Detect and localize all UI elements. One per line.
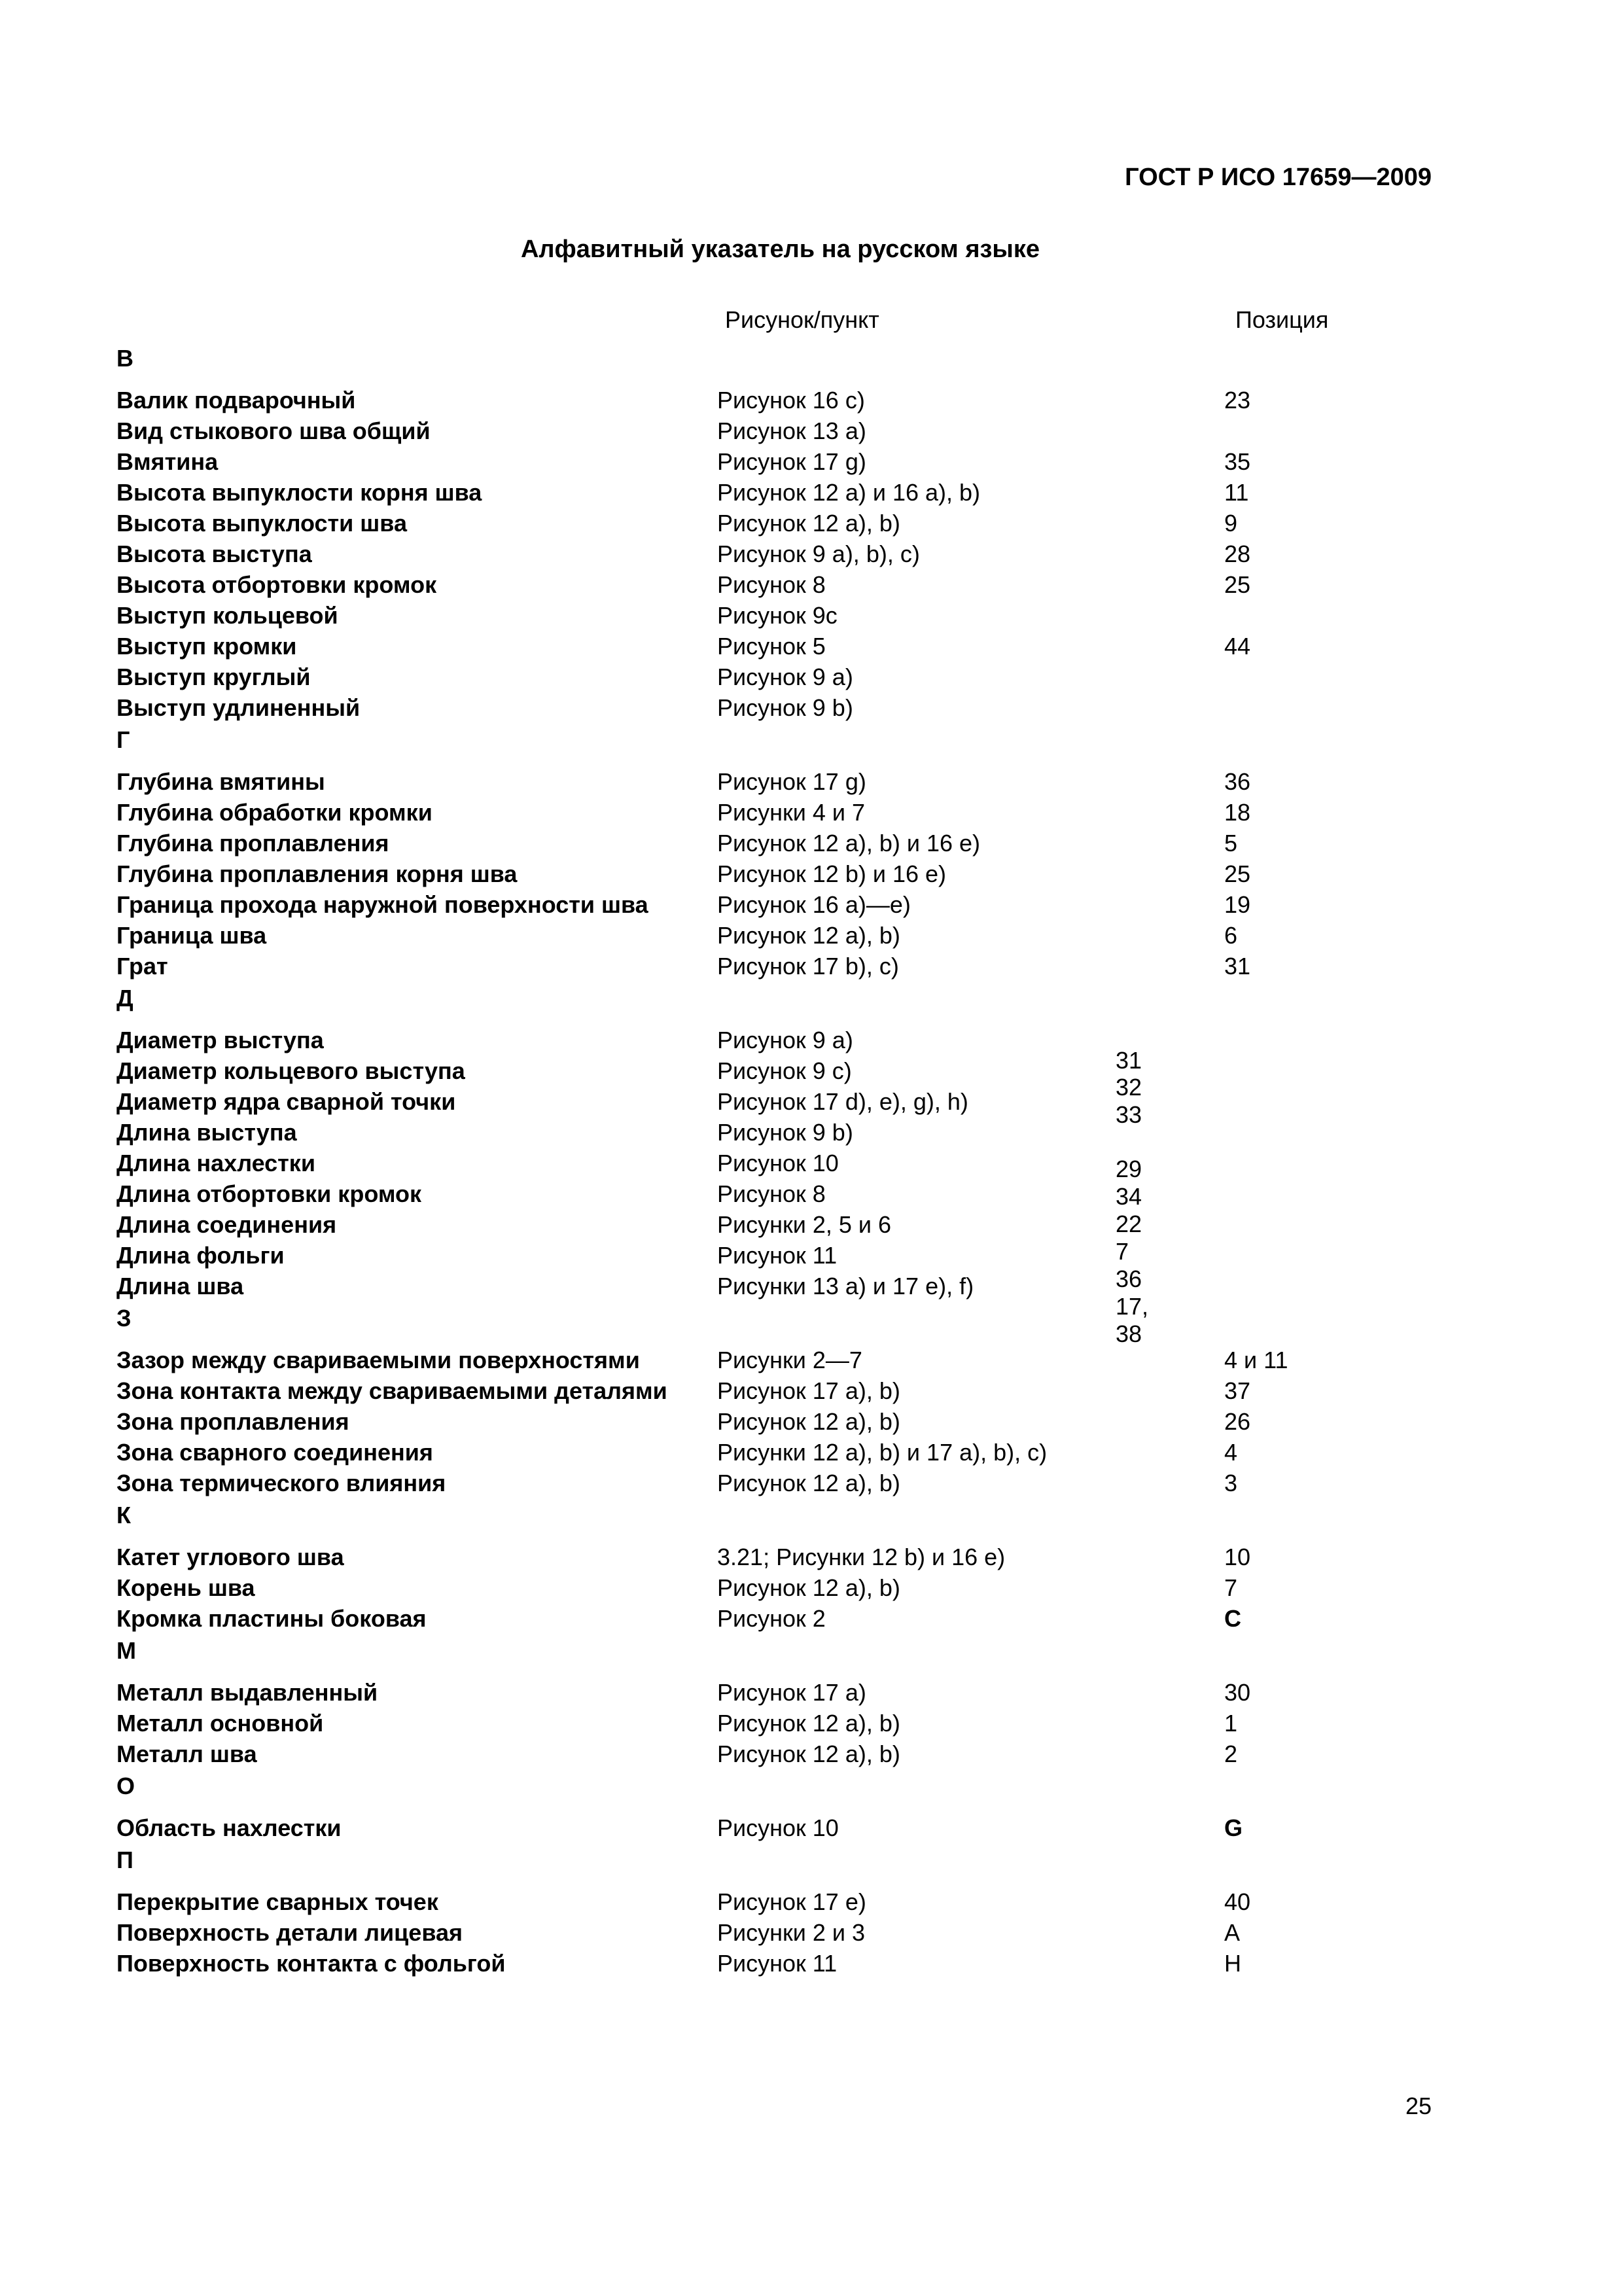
figure-ref: Рисунок 16 c) xyxy=(717,387,865,414)
figure-ref: Рисунок 13 a) xyxy=(717,417,866,444)
figure-ref: Рисунок 9 a) xyxy=(717,663,853,690)
index-row xyxy=(116,662,1360,692)
index-row xyxy=(116,385,1360,415)
index-term: Граница прохода наружной поверхности шва xyxy=(116,891,648,918)
figure-ref: Рисунки 13 a) и 17 e), f) xyxy=(717,1273,974,1299)
figure-ref: Рисунки 2, 5 и 6 xyxy=(717,1211,892,1238)
position-ref: 1 xyxy=(1224,1710,1238,1737)
position-ref: 2 xyxy=(1224,1740,1238,1767)
position-ref: 44 xyxy=(1224,633,1251,660)
position-ref: 30 xyxy=(1224,1679,1251,1706)
index-row xyxy=(116,766,1360,797)
index-term: Поверхность контакта с фольгой xyxy=(116,1950,506,1977)
index-row xyxy=(116,1572,1360,1603)
section-letter: Г xyxy=(116,726,130,753)
column-header-position: Позиция xyxy=(1235,306,1329,333)
position-ref: 25 xyxy=(1224,571,1251,598)
position-ref: 31 xyxy=(1116,1047,1142,1074)
figure-ref: Рисунок 17 d), e), g), h) xyxy=(717,1088,968,1115)
index-section xyxy=(116,1502,1360,1634)
index-row xyxy=(116,1917,1360,1948)
index-term: Валик подварочный xyxy=(116,387,356,414)
index-row xyxy=(116,1468,1360,1498)
figure-ref: Рисунок 12 a), b) xyxy=(717,1408,900,1435)
index-row xyxy=(116,1708,1360,1739)
position-ref: C xyxy=(1224,1605,1241,1632)
index-row xyxy=(116,1117,1360,1148)
index-term: Область нахлестки xyxy=(116,1814,342,1841)
index-term: Вмятина xyxy=(116,448,219,475)
position-ref: 7 xyxy=(1116,1238,1129,1265)
position-ref: 40 xyxy=(1224,1888,1251,1915)
figure-ref: Рисунок 17 e) xyxy=(717,1888,866,1915)
section-letter: К xyxy=(116,1502,131,1528)
index-row xyxy=(116,1948,1360,1979)
index-term: Длина нахлестки xyxy=(116,1150,315,1176)
index-term: Длина соединения xyxy=(116,1211,337,1238)
figure-ref: Рисунки 12 a), b) и 17 a), b), c) xyxy=(717,1439,1048,1466)
index-row xyxy=(116,920,1360,951)
index-section xyxy=(116,1773,1360,1843)
index-term: Длина выступа xyxy=(116,1119,297,1146)
index-row xyxy=(116,1406,1360,1437)
figure-ref: Рисунки 2—7 xyxy=(717,1347,862,1373)
figure-ref: Рисунок 12 a), b) xyxy=(717,1710,900,1737)
index-term: Диаметр выступа xyxy=(116,1027,324,1053)
position-ref: 9 xyxy=(1224,510,1238,537)
index-section xyxy=(116,345,1360,723)
section-letter: О xyxy=(116,1773,135,1799)
position-ref: 19 xyxy=(1224,891,1251,918)
figure-ref: Рисунок 10 xyxy=(717,1814,839,1841)
figure-ref: Рисунок 12 a), b) xyxy=(717,1740,900,1767)
position-ref: 32 xyxy=(1116,1074,1142,1101)
index-row xyxy=(116,858,1360,889)
index-term: Металл шва xyxy=(116,1740,257,1767)
figure-ref: Рисунок 2 xyxy=(717,1605,826,1632)
index-row xyxy=(116,1603,1360,1634)
position-ref: 7 xyxy=(1224,1574,1238,1601)
position-ref: 25 xyxy=(1224,860,1251,887)
index-row xyxy=(116,539,1360,569)
index-term: Поверхность детали лицевая xyxy=(116,1919,463,1946)
position-ref: 3 xyxy=(1224,1470,1238,1496)
index-term: Зона проплавления xyxy=(116,1408,349,1435)
index-row xyxy=(116,631,1360,662)
figure-ref: Рисунок 8 xyxy=(717,1180,826,1207)
index-row xyxy=(116,477,1360,508)
index-term: Глубина вмятины xyxy=(116,768,325,795)
figure-ref: Рисунок 12 a), b) и 16 e) xyxy=(717,830,981,857)
index-term: Выступ кромки xyxy=(116,633,297,660)
index-row xyxy=(116,1178,1360,1209)
index-row xyxy=(116,1677,1360,1708)
position-ref: 26 xyxy=(1224,1408,1251,1435)
index-term: Зазор между свариваемыми поверхностями xyxy=(116,1347,640,1373)
figure-ref: Рисунок 17 a) xyxy=(717,1679,866,1706)
index-term: Металл выдавленный xyxy=(116,1679,378,1706)
position-ref: 36 xyxy=(1224,768,1251,795)
index-row xyxy=(116,1209,1360,1240)
index-row xyxy=(116,1812,1360,1843)
figure-ref: Рисунок 9 a), b), c) xyxy=(717,540,920,567)
position-ref: 33 xyxy=(1116,1101,1142,1128)
position-ref: 36 xyxy=(1116,1265,1142,1292)
index-section xyxy=(116,1847,1360,1979)
figure-ref: 3.21; Рисунки 12 b) и 16 e) xyxy=(717,1544,1006,1570)
position-ref: H xyxy=(1224,1950,1241,1977)
index-term: Выступ круглый xyxy=(116,663,311,690)
index-term: Длина фольги xyxy=(116,1242,285,1269)
figure-ref: Рисунки 2 и 3 xyxy=(717,1919,866,1946)
figure-ref: Рисунок 9 b) xyxy=(717,694,853,721)
index-term: Диаметр ядра сварной точки xyxy=(116,1088,456,1115)
index-term: Перекрытие сварных точек xyxy=(116,1888,438,1915)
index-table xyxy=(116,345,1360,1983)
position-ref: 23 xyxy=(1224,387,1251,414)
index-row xyxy=(116,889,1360,920)
index-row xyxy=(116,1437,1360,1468)
figure-ref: Рисунок 9 b) xyxy=(717,1119,853,1146)
index-row xyxy=(116,1345,1360,1375)
index-row xyxy=(116,1271,1360,1301)
figure-ref: Рисунок 11 xyxy=(717,1950,838,1977)
index-term: Длина отбортовки кромок xyxy=(116,1180,421,1207)
position-ref: 37 xyxy=(1224,1377,1251,1404)
index-row xyxy=(116,1025,1360,1055)
position-ref: 4 и 11 xyxy=(1224,1347,1288,1373)
position-ref: 29 xyxy=(1116,1156,1142,1182)
position-ref: 34 xyxy=(1116,1183,1142,1210)
index-section xyxy=(116,1305,1360,1498)
index-row xyxy=(116,1086,1360,1117)
position-ref: 10 xyxy=(1224,1544,1251,1570)
position-ref: G xyxy=(1224,1814,1243,1841)
figure-ref: Рисунок 9c xyxy=(717,602,838,629)
section-letter: В xyxy=(116,345,133,372)
index-term: Выступ удлиненный xyxy=(116,694,361,721)
index-term: Зона термического влияния xyxy=(116,1470,446,1496)
index-term: Грат xyxy=(116,953,168,980)
index-term: Высота отбортовки кромок xyxy=(116,571,437,598)
index-row xyxy=(116,1375,1360,1406)
index-row xyxy=(116,600,1360,631)
index-term: Высота выступа xyxy=(116,540,312,567)
position-ref: 22 xyxy=(1116,1210,1142,1237)
index-row xyxy=(116,828,1360,858)
figure-ref: Рисунок 12 a), b) xyxy=(717,922,900,949)
index-term: Кромка пластины боковая xyxy=(116,1605,427,1632)
index-term: Диаметр кольцевого выступа xyxy=(116,1057,465,1084)
index-row xyxy=(116,569,1360,600)
index-term: Зона контакта между свариваемыми деталями xyxy=(116,1377,667,1404)
index-row xyxy=(116,951,1360,981)
index-row xyxy=(116,797,1360,828)
index-row xyxy=(116,1240,1360,1271)
figure-ref: Рисунок 17 g) xyxy=(717,448,866,475)
index-section xyxy=(116,727,1360,981)
figure-ref: Рисунок 9 a) xyxy=(717,1027,853,1053)
position-ref: 6 xyxy=(1224,922,1238,949)
index-row xyxy=(116,1055,1360,1086)
figure-ref: Рисунок 9 c) xyxy=(717,1057,852,1084)
figure-ref: Рисунок 17 g) xyxy=(717,768,866,795)
section-letter: М xyxy=(116,1637,136,1664)
index-row xyxy=(116,508,1360,539)
index-term: Вид стыкового шва общий xyxy=(116,417,431,444)
position-ref: 18 xyxy=(1224,799,1251,826)
index-term: Граница шва xyxy=(116,922,267,949)
index-term: Металл основной xyxy=(116,1710,324,1737)
index-term: Глубина обработки кромки xyxy=(116,799,432,826)
figure-ref: Рисунок 17 b), c) xyxy=(717,953,899,980)
index-term: Корень шва xyxy=(116,1574,255,1601)
index-term: Длина шва xyxy=(116,1273,244,1299)
position-ref: 11 xyxy=(1224,479,1249,506)
index-row xyxy=(116,1542,1360,1572)
figure-ref: Рисунок 8 xyxy=(717,571,826,598)
index-row xyxy=(116,1886,1360,1917)
figure-ref: Рисунок 16 a)—e) xyxy=(717,891,911,918)
index-section xyxy=(116,985,1360,1301)
index-term: Глубина проплавления корня шва xyxy=(116,860,518,887)
figure-ref: Рисунок 11 xyxy=(717,1242,838,1269)
figure-ref: Рисунок 12 a), b) xyxy=(717,1574,900,1601)
index-term: Высота выпуклости шва xyxy=(116,510,407,537)
index-row xyxy=(116,446,1360,477)
figure-ref: Рисунки 4 и 7 xyxy=(717,799,866,826)
index-section xyxy=(116,1638,1360,1769)
figure-ref: Рисунок 12 a), b) xyxy=(717,510,900,537)
figure-ref: Рисунок 12 b) и 16 e) xyxy=(717,860,946,887)
index-term: Катет углового шва xyxy=(116,1544,344,1570)
index-term: Высота выпуклости корня шва xyxy=(116,479,482,506)
index-row xyxy=(116,1148,1360,1178)
index-row xyxy=(116,415,1360,446)
column-header-figure: Рисунок/пункт xyxy=(725,306,879,333)
position-ref: A xyxy=(1224,1919,1241,1946)
section-letter: Д xyxy=(116,985,133,1012)
figure-ref: Рисунок 17 a), b) xyxy=(717,1377,900,1404)
page-title: Алфавитный указатель на русском языке xyxy=(520,236,1040,263)
section-letter: П xyxy=(116,1846,133,1873)
figure-ref: Рисунок 10 xyxy=(717,1150,839,1176)
index-term: Глубина проплавления xyxy=(116,830,389,857)
section-letter: З xyxy=(116,1305,132,1332)
index-row xyxy=(116,692,1360,723)
index-row xyxy=(116,1739,1360,1769)
position-ref: 35 xyxy=(1224,448,1251,475)
figure-ref: Рисунок 5 xyxy=(717,633,826,660)
position-ref: 5 xyxy=(1224,830,1238,857)
document-code: ГОСТ Р ИСО 17659—2009 xyxy=(1125,164,1432,191)
page-number: 25 xyxy=(1405,2093,1432,2119)
position-ref: 4 xyxy=(1224,1439,1238,1466)
position-ref: 31 xyxy=(1224,953,1251,980)
position-ref: 28 xyxy=(1224,540,1251,567)
position-ref: 17, 38 xyxy=(1116,1293,1149,1347)
figure-ref: Рисунок 12 a) и 16 a), b) xyxy=(717,479,981,506)
index-term: Выступ кольцевой xyxy=(116,602,338,629)
figure-ref: Рисунок 12 a), b) xyxy=(717,1470,900,1496)
index-term: Зона сварного соединения xyxy=(116,1439,433,1466)
